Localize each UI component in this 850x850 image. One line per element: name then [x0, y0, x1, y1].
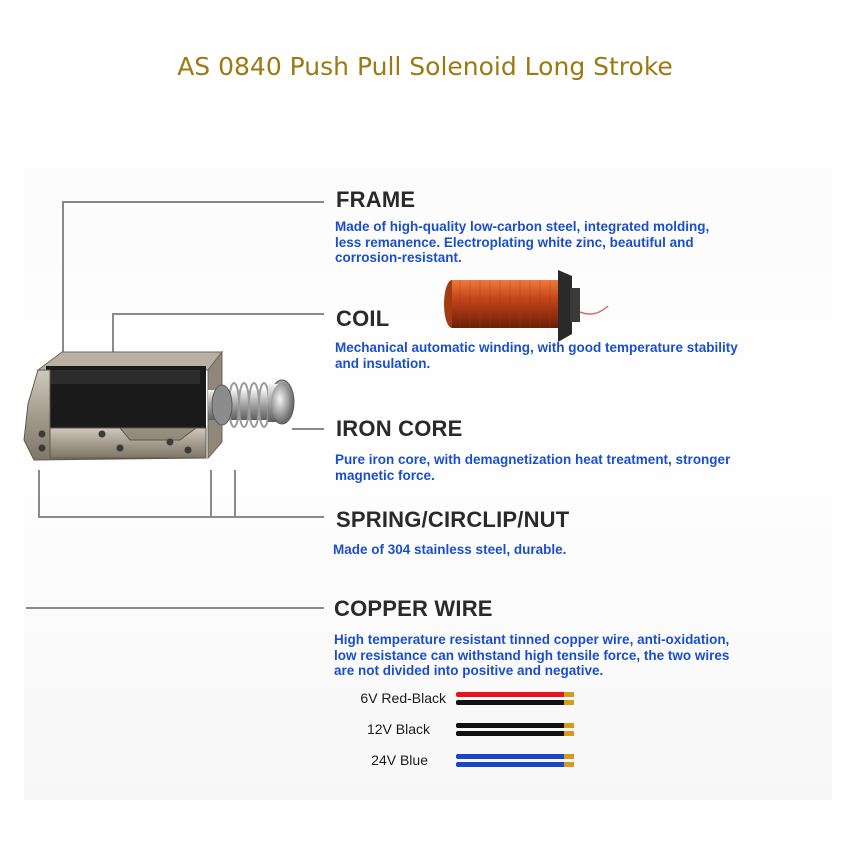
- leader-line-coil: [112, 313, 324, 315]
- page-title: AS 0840 Push Pull Solenoid Long Stroke: [177, 52, 673, 81]
- frame-description: [335, 219, 709, 266]
- wire-tip: [564, 731, 574, 736]
- iron-core-description-line: magnetic force.: [335, 467, 435, 483]
- leader-line-copper-wire: [26, 607, 324, 609]
- wire-tip: [564, 762, 574, 767]
- iron-core-heading: IRON CORE: [336, 416, 463, 441]
- wire-sample-12v: [456, 722, 576, 738]
- wire-strand: [456, 700, 566, 705]
- wire-label-6v: 6V Red-Black: [360, 690, 446, 706]
- spring-description-line: Made of 304 stainless steel, durable.: [333, 542, 567, 557]
- copper-coil-image: [440, 266, 610, 348]
- coil-description-line: and insulation.: [335, 355, 431, 371]
- iron-core-description: [335, 452, 730, 483]
- wire-strand: [456, 762, 566, 767]
- iron-core-description-line: Pure iron core, with demagnetization heat treatment, stronger: [335, 452, 731, 467]
- coil-description: [335, 340, 738, 371]
- coil-description-line: Mechanical automatic winding, with good temperature stability: [335, 340, 738, 355]
- spring-heading: SPRING/CIRCLIP/NUT: [336, 507, 570, 532]
- wire-tip: [564, 700, 574, 705]
- wire-tip: [564, 723, 574, 728]
- frame-heading: FRAME: [336, 187, 416, 212]
- wire-label-12v: 12V Black: [366, 721, 430, 737]
- copper-wire-description: [334, 632, 729, 679]
- leader-line-frame: [62, 201, 324, 203]
- wire-strand: [456, 692, 566, 697]
- wire-label-24v: 24V Blue: [371, 752, 428, 768]
- copper-wire-heading: COPPER WIRE: [334, 596, 493, 621]
- wire-tip: [564, 754, 574, 759]
- wire-strand: [456, 731, 566, 736]
- frame-description-line: less remanence. Electroplating white zinc, beautiful and: [335, 234, 694, 250]
- wire-strand: [456, 723, 566, 728]
- copper-wire-description-line: are not divided into positive and negative.: [334, 663, 604, 678]
- copper-wire-description-line: High temperature resistant tinned copper wire, anti-oxidation,: [334, 632, 730, 647]
- wire-strand: [456, 754, 566, 759]
- coil-heading: COIL: [336, 306, 390, 331]
- wire-tip: [564, 692, 574, 697]
- leader-line-spring: [38, 516, 324, 518]
- frame-description-line: corrosion-resistant.: [335, 250, 462, 265]
- copper-wire-description-line: low resistance can withstand high tensile force, the two wires: [334, 647, 730, 663]
- solenoid-image: [20, 330, 310, 480]
- spring-description: [333, 542, 566, 558]
- frame-description-line: Made of high-quality low-carbon steel, integrated molding,: [335, 219, 710, 234]
- wire-sample-24v: [456, 753, 576, 769]
- wire-sample-6v: [456, 691, 576, 707]
